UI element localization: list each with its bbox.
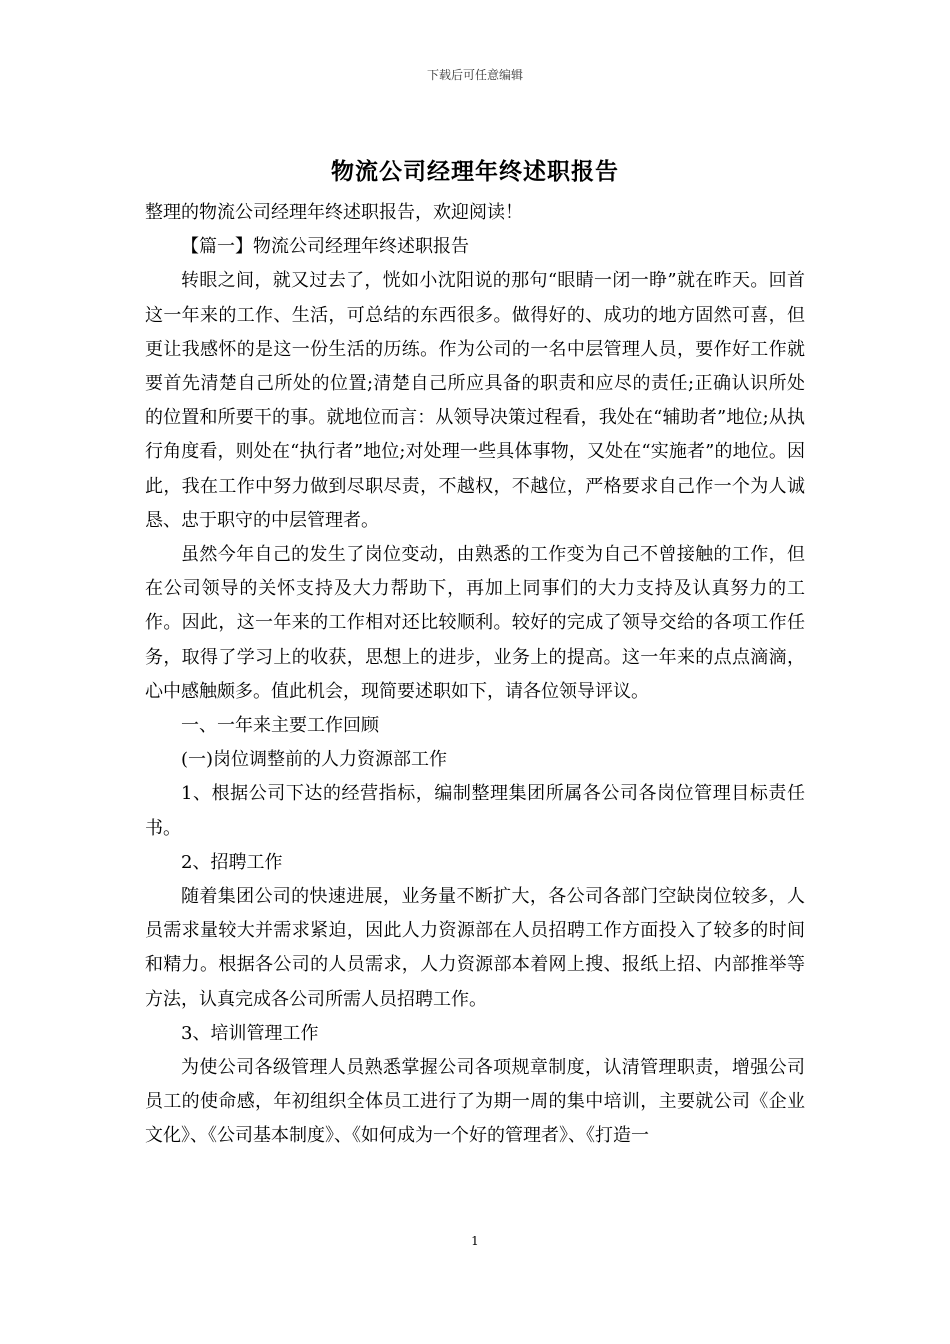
page-number: 1: [471, 1234, 479, 1248]
page-header-note: 下载后可任意编辑: [426, 68, 523, 82]
body-paragraph: 随着集团公司的快速进展，业务量不断扩大，各公司各部门空缺岗位较多，人员需求量较大并需求紧迫，因此人力资源部在人员招聘工作方面投入了较多的时间和精力。根据各公司的人员需求，人力资源部本着网上搜、报纸上招、内部推举等方法，认真完成各公司所需人员招聘工作。: [145, 886, 805, 1010]
document-title: 物流公司经理年终述职报告: [331, 158, 619, 185]
subsection-heading: (一)岗位调整前的人力资源部工作: [181, 749, 448, 771]
subsection-heading: 2、招聘工作: [181, 851, 283, 873]
body-paragraph: 1、根据公司下达的经营指标，编制整理集团所属各公司各岗位管理目标责任书。: [145, 783, 805, 839]
body-paragraph: 虽然今年自己的发生了岗位变动，由熟悉的工作变为自己不曾接触的工作，但在公司领导的关怀支持及大力帮助下，再加上同事们的大力支持及认真努力的工作。因此，这一年来的工作相对还比较顺利。较好的完成了领导交给的各项工作任务，取得了学习上的收获，思想上的进步，业务上的提高。这一年来的点点滴滴，心中感触颇多。值此机会，现简要述职如下，请各位领导评议。: [145, 544, 805, 702]
subsection-heading: 3、培训管理工作: [181, 1022, 319, 1044]
intro-paragraph: 整理的物流公司经理年终述职报告，欢迎阅读！: [145, 202, 523, 223]
subsection-heading: 一、一年来主要工作回顾: [181, 715, 379, 737]
body-paragraph: 转眼之间，就又过去了，恍如小沈阳说的那句“眼睛一闭一睁”就在昨天。回首这一年来的工作、生活，可总结的东西很多。做得好的、成功的地方固然可喜，但更让我感怀的是这一份生活的历练。作为公司的一名中层管理人员，要作好工作就要首先清楚自己所处的位置;清楚自己所应具备的职责和应尽的责任;正确认识所处的位置和所要干的事。就地位而言：从领导决策过程看，我处在“辅助者”地位;从执行角度看，则处在“执行者”地位;对处理一些具体事物，又处在“实施者”的地位。因此，我在工作中努力做到尽职尽责，不越权，不越位，严格要求自己作一个为人诚恳、忠于职守的中层管理者。: [145, 270, 805, 531]
body-paragraph: 为使公司各级管理人员熟悉掌握公司各项规章制度，认清管理职责，增强公司员工的使命感，年初组织全体员工进行了为期一周的集中培训，主要就公司《企业文化》、《公司基本制度》、《如何成为一个好的管理者》、《打造一: [145, 1057, 805, 1147]
section-heading: 【篇一】物流公司经理年终述职报告: [181, 236, 469, 258]
document-body: [145, 196, 805, 1154]
